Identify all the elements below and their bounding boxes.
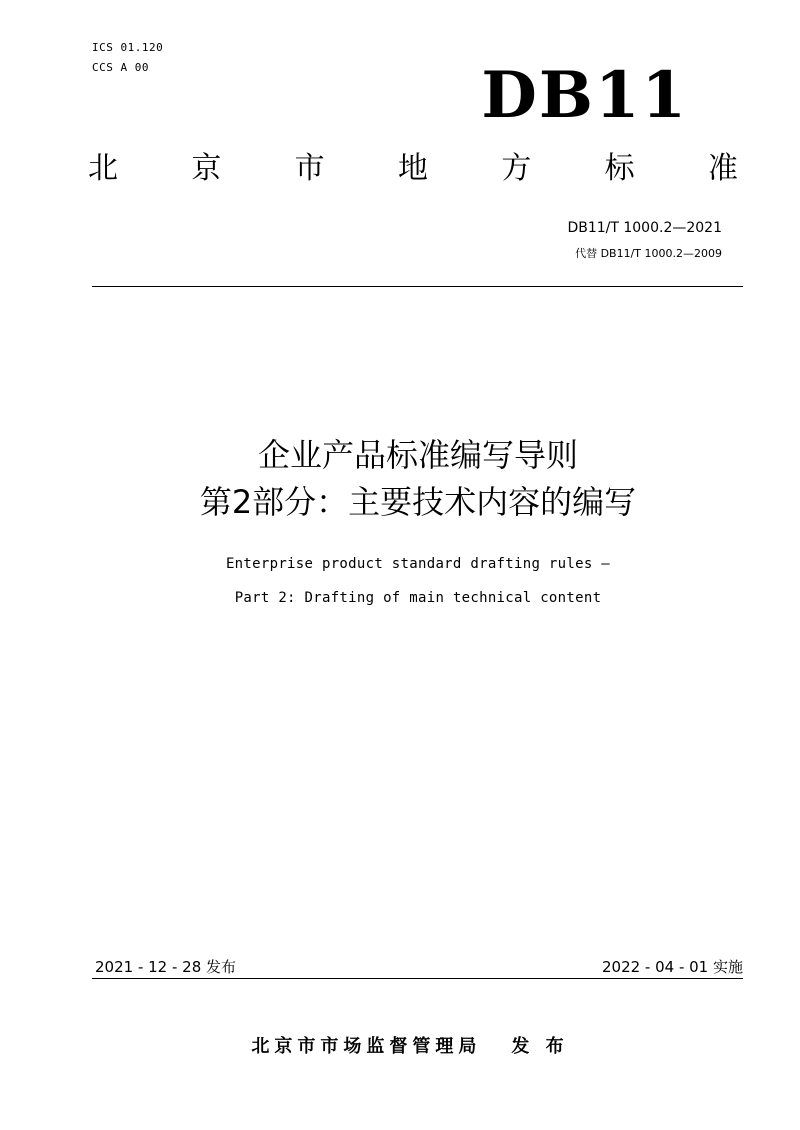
standard-type-char: 标 xyxy=(604,151,635,186)
standard-type-char: 北 xyxy=(88,151,118,186)
standard-type-char: 准 xyxy=(707,151,738,186)
title-english-line2: Part 2: Drafting of main technical content xyxy=(234,590,602,606)
footer-divider xyxy=(92,978,743,979)
issue-date: 2021 - 12 - 28 发布 xyxy=(95,958,237,976)
publish-label: 发 布 xyxy=(511,1036,569,1057)
standard-type-char: 方 xyxy=(501,151,532,186)
publisher-line xyxy=(0,1032,800,1058)
header-divider xyxy=(92,286,743,287)
implementation-date: 2022 - 04 - 01 实施 xyxy=(601,958,743,976)
ics-code: ICS 01.120 xyxy=(92,41,164,54)
standard-number: DB11/T 1000.2—2021 xyxy=(567,220,722,236)
standard-type-heading xyxy=(88,151,738,186)
replaces-standard: 代替 DB11/T 1000.2—2009 xyxy=(575,247,722,260)
title-english-line1: Enterprise product standard drafting rules — xyxy=(225,556,611,572)
title-chinese-line2: 第2部分：主要技术内容的编写 xyxy=(199,483,637,521)
ccs-code: CCS A 00 xyxy=(92,61,149,74)
standard-type-char: 市 xyxy=(294,151,325,186)
title-chinese-line1: 企业产品标准编写导则 xyxy=(257,436,578,474)
publisher-name: 北京市市场监督管理局 xyxy=(251,1036,482,1057)
standard-type-char: 地 xyxy=(397,151,428,186)
standard-type-char: 京 xyxy=(191,151,222,186)
db11-logo: DB11 xyxy=(481,58,688,133)
